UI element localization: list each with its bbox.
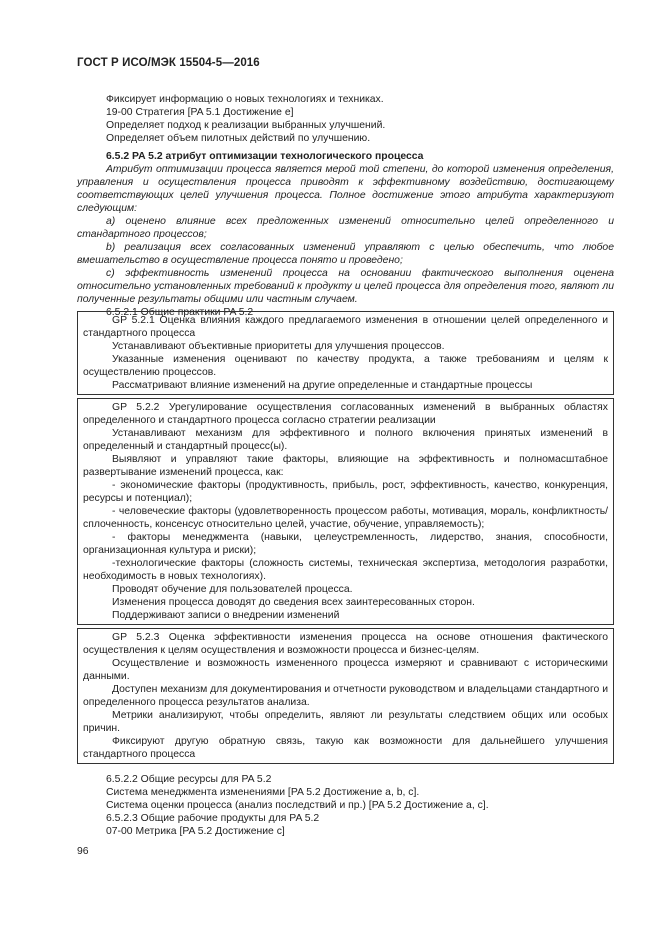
document-code-header: ГОСТ Р ИСО/МЭК 15504-5—2016	[77, 57, 260, 69]
practice-line: Метрики анализируют, чтобы определить, являют ли результаты следствием общих или особых причин.	[83, 710, 608, 734]
section-heading: 6.5.2 PA 5.2 атрибут оптимизации технологического процесса	[106, 151, 424, 162]
section-6-5-2	[77, 150, 614, 319]
achievement-c: c) эффективность изменений процесса на основании фактического выполнения оценена относительно установленных требований к продукту и целей процесса для определения того, являют ли полученные результаты общими или частным случаем.	[77, 268, 614, 305]
practice-line: Устанавливают объективные приоритеты для улучшения процессов.	[112, 341, 445, 352]
practice-title: GP 5.2.3 Оценка эффективности изменения процесса на основе отношения фактического осуществления к целям осуществления и возможности процесса и бизнес-целям.	[83, 632, 608, 656]
practice-box-gp-5-2-1	[77, 311, 614, 395]
practice-box-gp-5-2-2	[77, 398, 614, 625]
practice-line: Фиксируют другую обратную связь, такую как возможности для дальнейшего улучшения стандартного процесса	[83, 736, 608, 760]
intro-block	[77, 93, 614, 145]
practice-title: GP 5.2.1 Оценка влияния каждого предлагаемого изменения в отношении целей определенного и стандартного процесса	[83, 315, 608, 339]
page-number: 96	[77, 846, 89, 857]
practices-table	[77, 311, 614, 764]
practice-line: - факторы менеджмента (навыки, целеустремленность, лидерство, знания, способности, организационная культура и риски);	[83, 532, 608, 556]
practice-line: Указанные изменения оценивают по качеству продукта, а также требованиям и целям к осуществлению процессов.	[83, 354, 608, 378]
practice-title: GP 5.2.2 Урегулирование осуществления согласованных изменений в выбранных областях определенного и стандартного процесса согласно стратегии реализации	[83, 402, 608, 426]
practice-line: Осуществление и возможность измененного процесса измеряют и сравнивают с историческими данными.	[83, 658, 608, 682]
intro-line: Фиксирует информацию о новых технологиях и техниках.	[106, 94, 384, 105]
practice-line: - экономические факторы (продуктивность, прибыль, рост, эффективность, качество, конкуренция, ресурсы и потенциал);	[83, 480, 608, 504]
achievement-a: a) оценено влияние всех предложенных изменений относительно целей определенного и стандартного процессов;	[77, 216, 614, 240]
practice-line: -технологические факторы (сложность системы, техническая экспертиза, методология разработки, необходимость в новых технологиях).	[83, 558, 608, 582]
practice-line: Проводят обучение для пользователей процесса.	[112, 584, 353, 595]
trailing-line: 07-00 Метрика [PA 5.2 Достижение c]	[106, 826, 285, 837]
practice-box-gp-5-2-3	[77, 628, 614, 764]
practice-line: Поддерживают записи о внедрении изменений	[112, 610, 340, 621]
practice-line: Рассматривают влияние изменений на другие определенные и стандартные процессы	[112, 380, 533, 391]
practices-title: 6.5.2.1 Общие практики PA 5.2	[106, 307, 254, 318]
intro-line: Определяет подход к реализации выбранных улучшений.	[106, 120, 386, 131]
trailing-line: Система оценки процесса (анализ последствий и пр.) [PA 5.2 Достижение a, c].	[106, 800, 489, 811]
intro-line: 19-00 Стратегия [PA 5.1 Достижение e]	[106, 107, 294, 118]
intro-line: Определяет объем пилотных действий по улучшению.	[106, 133, 371, 144]
resources-title: 6.5.2.2 Общие ресурсы для PA 5.2	[106, 774, 272, 785]
section-intro: Атрибут оптимизации процесса является мерой той степени, до которой изменения определения, управления и осуществления процесса приводят к эффективному воздействию, достигающему соответствующих целей улучшения процесса. Полное достижение этого атрибута характеризуют следующим:	[77, 164, 614, 214]
practice-line: Выявляют и управляют такие факторы, влияющие на эффективность и полномасштабное развертывание изменений процесса, как:	[83, 454, 608, 478]
trailing-line: Система менеджмента изменениями [PA 5.2 Достижение a, b, c].	[106, 787, 420, 798]
trailing-block	[77, 773, 614, 838]
practice-line: - человеческие факторы (удовлетворенность процессом работы, мотивация, мораль, конфликтность/сплоченность, консенсус относительно целей, участие, обучение, управляемость);	[83, 506, 608, 530]
achievement-b: b) реализация всех согласованных изменений управляют с целью обеспечить, что любое вмешательство в осуществление процесса понято и проведено;	[77, 242, 614, 266]
practice-line: Изменения процесса доводят до сведения всех заинтересованных сторон.	[112, 597, 475, 608]
practice-line: Доступен механизм для документирования и отчетности руководством и владельцами стандартного и определенного процесса результатов анализа.	[83, 684, 609, 708]
practice-line: Устанавливают механизм для эффективного и полного включения принятых изменений в определенный и стандартный процесс(ы).	[83, 428, 608, 452]
work-products-title: 6.5.2.3 Общие рабочие продукты для PA 5.2	[106, 813, 320, 824]
